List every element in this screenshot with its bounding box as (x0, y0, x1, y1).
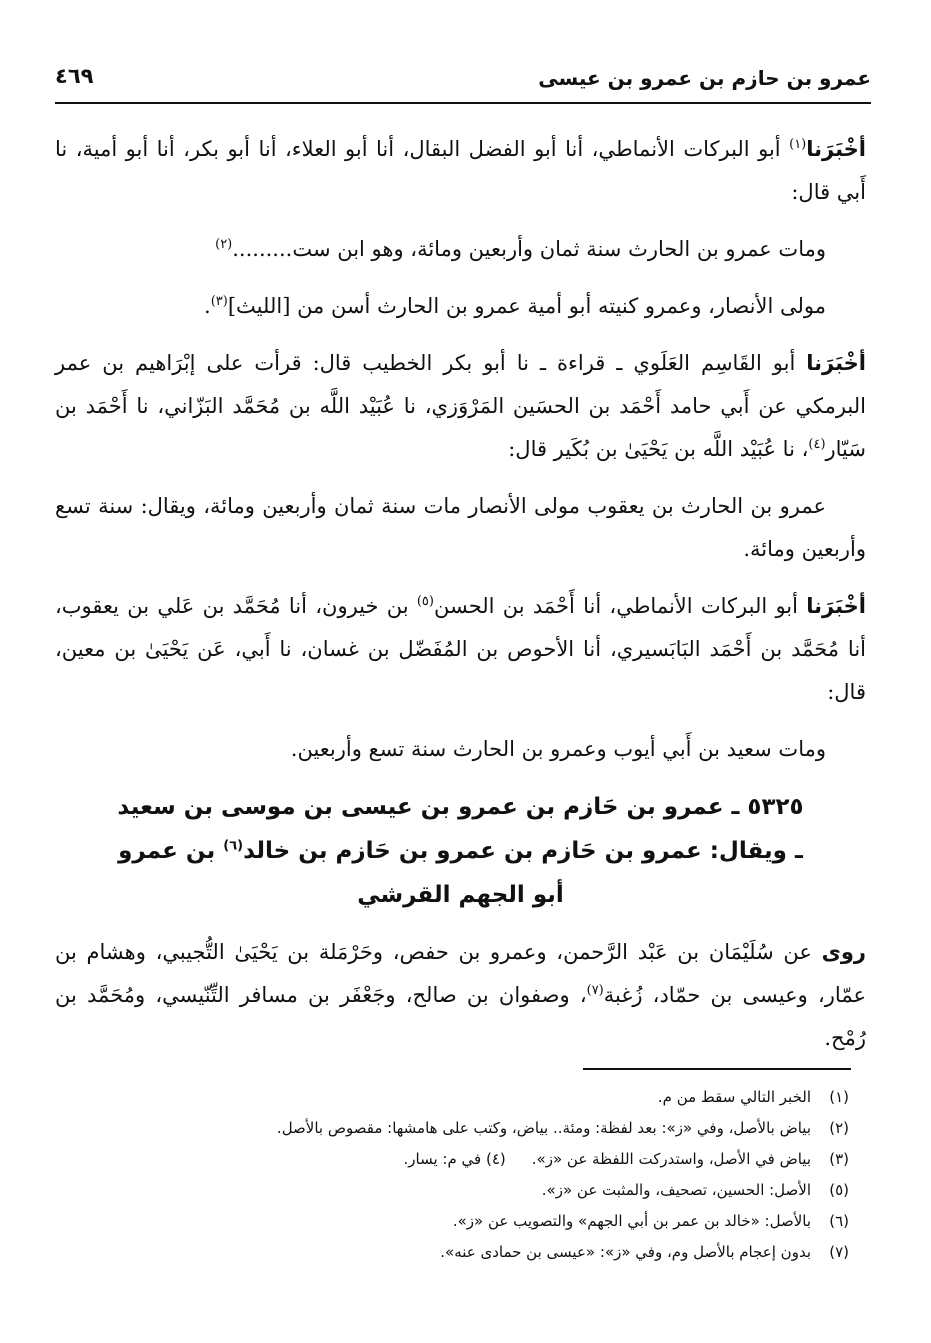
footnote (60, 1237, 849, 1268)
footnote (60, 1206, 849, 1237)
footnote-ref: (٤) (808, 437, 826, 452)
paragraph-tail: . (204, 294, 211, 318)
footnote-ref: (٢) (215, 237, 233, 252)
footnote-number: (٧) (829, 1243, 849, 1261)
paragraph-text: أبو القَاسِم العَلَوي ـ قراءة ـ نا أبو بكر الخطيب قال: قرأت على إبْرَاهيم بن عمر البرمكي عن أَبي حامد أَحْمَد بن الحسَين المَرْوَزي، نا عُبَيْد اللَّه بن مُحَمَّد البَزّاني، نا أَحْمَد بن سَيّار (55, 351, 866, 461)
footnote (60, 1144, 849, 1175)
paragraph-text: ، نا عُبَيْد اللَّه بن يَحْيَىٰ بن بُكَير قال: (508, 437, 809, 461)
footnote-text: بياض بالأصل، وفي «ز»: بعد لفظة: ومئة.. بياض، وكتب على هامشها: مقصوص بالأصل. (276, 1119, 811, 1137)
paragraph-text: بن خيرون، أنا مُحَمَّد بن عَلي بن يعقوب، أنا مُحَمَّد بن أَحْمَد البَابَسيري، أنا الأحوص بن المُفَضّل بن غسان، نا أَبي، عَن يَحْيَىٰ بن معين، قال: (55, 594, 866, 704)
paragraph-4 (55, 342, 866, 471)
footnote-number: (٣) (829, 1150, 849, 1168)
paragraph-3 (55, 285, 866, 328)
entry-heading (55, 785, 866, 917)
footnote-separator (583, 1068, 851, 1070)
lead-word: روى (821, 940, 866, 964)
footnote-text: في م: يسار. (403, 1150, 482, 1168)
footnote-ref: (٣) (210, 294, 228, 309)
footnote-number: (٦) (829, 1212, 849, 1230)
paragraph-text: أبو البركات الأنماطي، أنا أَحْمَد بن الحسن (433, 594, 807, 618)
footnote-text: بياض في الأصل، واستدركت اللفظة عن «ز». (531, 1150, 811, 1168)
lead-word: أخْبَرَنا (806, 594, 866, 618)
footnote (60, 1113, 849, 1144)
paragraph-8 (55, 931, 866, 1060)
paragraph-2 (55, 228, 866, 271)
footnote-number: (٤) (486, 1150, 506, 1168)
footnote (60, 1175, 849, 1206)
footnote-ref: (٦) (223, 838, 244, 854)
footnotes (60, 1082, 849, 1268)
paragraph-text: ومات عمرو بن الحارث سنة ثمان وأربعين ومائة، وهو ابن ست......... (232, 237, 826, 261)
footnote-ref: (٥) (416, 594, 434, 609)
footnote-text: الأصل: الحسين، تصحيف، والمثبت عن «ز». (541, 1181, 811, 1199)
footnote-ref: (١) (789, 137, 807, 152)
paragraph-5 (55, 485, 866, 571)
footnote-number: (٢) (829, 1119, 849, 1137)
running-title: عمرو بن حازم بن عمرو بن عيسى (538, 66, 871, 90)
paragraph-text: أبو البركات الأنماطي، أنا أبو الفضل البقال، أنا أبو العلاء، أنا أبو بكر، أنا أبو أمية، نا أَبي قال: (55, 137, 866, 204)
paragraph-7 (55, 728, 866, 771)
paragraph-text: ، وصفوان بن صالح، وجَعْفَر بن مسافر التِّنّيسي، ومُحَمَّد بن رُمْح. (55, 983, 866, 1050)
entry-heading-text: ـ ويقال: عمرو بن حَازم بن عمرو بن حَازم بن خالد (243, 838, 803, 864)
paragraph-text: ومات سعيد بن أَبي أيوب وعمرو بن الحارث سنة تسع وأربعين. (290, 737, 826, 761)
paragraph-1 (55, 128, 866, 214)
paragraph-text: عن سُلَيْمَان بن عَبْد الرَّحمن، وعمرو بن حفص، وحَرْمَلة بن يَحْيَىٰ التُّجيبي، وهشام بن عمّار، وعيسى بن حمّاد، زُغبة (55, 940, 866, 1007)
paragraph-6 (55, 585, 866, 714)
footnote-text: بدون إعجام بالأصل وم، وفي «ز»: «عيسى بن حمادى عنه». (440, 1243, 811, 1261)
footnote-number: (١) (829, 1088, 849, 1106)
paragraph-text: مولى الأنصار، وعمرو كنيته أبو أمية عمرو بن الحارث أسن من [الليث] (227, 294, 826, 318)
page-header (55, 58, 871, 104)
entry-heading-line-2 (55, 829, 866, 873)
lead-word: أخْبَرَنا (806, 351, 866, 375)
footnote-text: بالأصل: «خالد بن عمر بن أبي الجهم» والتصويب عن «ز». (452, 1212, 811, 1230)
lead-word: أخْبَرَنا (806, 137, 866, 161)
main-text (55, 128, 866, 1074)
footnote (60, 1082, 849, 1113)
footnote-ref: (٧) (586, 983, 604, 998)
footnote-text: الخبر التالي سقط من م. (657, 1088, 811, 1106)
page-number: ٤٦٩ (55, 64, 94, 88)
paragraph-text: عمرو بن الحارث بن يعقوب مولى الأنصار مات سنة ثمان وأربعين ومائة، ويقال: سنة تسع وأربعين ومائة. (55, 494, 866, 561)
footnote-number: (٥) (829, 1181, 849, 1199)
entry-heading-line-1: ٥٣٢٥ ـ عمرو بن حَازم بن عمرو بن عيسى بن موسى بن سعيد (117, 794, 804, 820)
entry-heading-text: بن عمرو (118, 838, 224, 864)
entry-heading-line-3: أبو الجهم القرشي (357, 882, 564, 908)
